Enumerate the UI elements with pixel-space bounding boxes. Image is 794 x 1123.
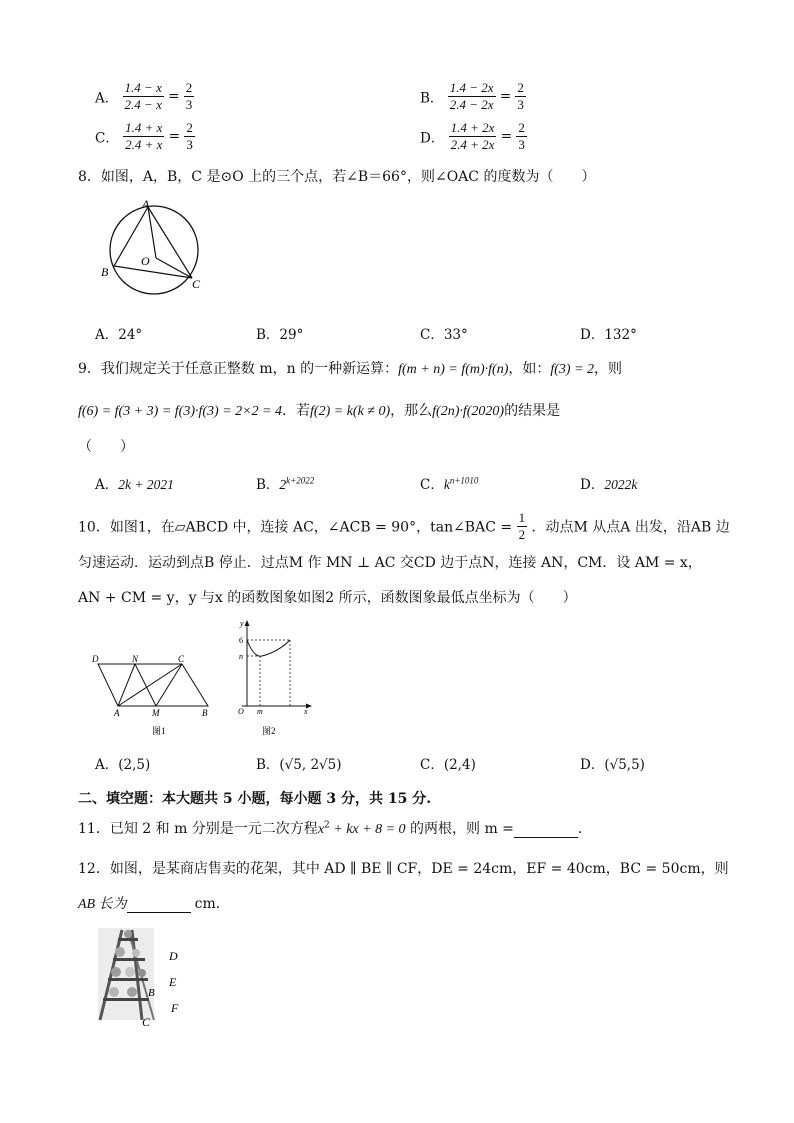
fraction: $\frac{1.4 + 2x}{2.4 + 2x}$ [450,120,495,152]
segment-mn [135,664,156,706]
label-b: B [148,987,155,999]
label-n: N [132,654,139,664]
fraction: $\frac{1.4 - 2x}{2.4 - 2x}$ [449,80,494,112]
figure-1-caption: 图1 [152,726,166,736]
label-o: O [238,707,244,716]
segment-an [118,664,135,706]
plant-8 [127,987,137,997]
q9-option-d: D．2022k [580,477,638,493]
fraction: $\frac{2}{3}$ [517,80,524,112]
q10-line-1: 10．如图1，在▱ABCD 中，连接 AC，∠ACB = 90°，tan∠BAC = $\frac{1}{2}$ ．动点M 从点A 出发，沿AB 边 [78,510,730,542]
q7-option-c: C． $\frac{1.4 + x}{2.4 + x}$ = $\frac{2}{3}$ [95,120,193,152]
plant-3 [132,949,140,957]
y-axis-arrow [245,620,250,626]
q12-line-1: 12．如图，是某商店售卖的花架，其中 AD ∥ BE ∥ CF，DE = 24cm，EF = 40cm，BC = 50cm，则 [78,861,729,877]
q8-option-d: D．132° [580,327,637,343]
fraction: $\frac{1.4 + x}{2.4 + x}$ [125,120,163,152]
shelf-3 [108,978,148,981]
shelf-4 [103,998,149,1001]
q11-line: 11．已知 2 和 m 分别是一元二次方程$x^2$ + kx + 8 = 0 的两根，则 m = ． [78,820,592,837]
q7-option-d: D． $\frac{1.4 + 2x}{2.4 + 2x}$ = $\frac{2}{3}$ [420,120,525,152]
option-label: C． [95,130,119,147]
label-o: O [141,254,150,268]
label-c: C [142,1015,151,1029]
section-2-heading: 二、填空题：本大题共 5 小题，每小题 3 分，共 15 分. [78,791,432,807]
q8-option-c: C．33° [420,327,468,343]
plant-1 [124,930,132,938]
q8-option-a: A．24° [95,327,143,343]
q10-figure-1 [90,652,215,742]
label-e: E [169,975,177,989]
q7-option-a: A． $\frac{1.4 - x}{2.4 - x}$ = $\frac{2}{3}$ [95,80,193,112]
shelf-2 [113,958,145,961]
option-label: B． [420,90,444,107]
fraction: $\frac{2}{3}$ [186,120,193,152]
q9-line-1: 9．我们规定关于任意正整数 m，n 的一种新运算：f(m + n) = f(m)·f(n)，如：f(3) = 2，则 [78,361,623,377]
plant-4 [111,967,121,977]
q12-line-2: AB 长为 cm． [78,896,230,912]
label-m: m [257,707,263,716]
q8-circle-figure [98,198,208,298]
function-curve [247,640,290,656]
figure-2-caption: 图2 [262,726,276,736]
label-a: A [114,708,120,718]
q10-figure-2 [232,618,316,742]
label-f: F [171,1001,179,1015]
label-n: n [239,652,243,661]
fraction: $\frac{2}{3}$ [518,120,525,152]
label-b: B [101,265,109,279]
q11-answer-blank[interactable] [514,823,578,838]
plant-6 [138,969,146,977]
segment-ao [148,207,156,258]
label-six: 6 [239,636,243,645]
q10-line-3: AN + CM = y，y 与x 的函数图象如图2 所示，函数图象最低点坐标为（ ） [78,590,577,606]
segment-ac [148,207,192,278]
segment-ac [118,664,182,706]
label-y: y [240,619,244,628]
option-label: A． [95,90,119,107]
q9-option-a: A．2k + 2021 [95,477,174,493]
q9-line-2: f(6) = f(3 + 3) = f(3)·f(3) = 2×2 = 4．若f(2) = k(k ≠ 0)，那么f(2n)·f(2020)的结果是 [78,403,561,419]
fraction: $\frac{1}{2}$ [518,510,526,542]
q10-line-2: 匀速运动．运动到点B 停止．过点M 作 MN ⊥ AC 交CD 边于点N，连接 AN，CM．设 AM = x， [78,555,702,571]
q8-option-b: B．29° [256,327,304,343]
plant-2 [115,947,125,957]
label-x: x [304,707,308,716]
plant-5 [125,967,135,977]
q10-option-d: D．(√5,5) [580,757,645,773]
label-c: C [178,654,185,664]
q12-flower-stand-figure [92,924,192,1034]
q10-option-b: B．(√5, 2√5) [256,757,342,773]
plant-7 [109,987,119,997]
label-b: B [202,708,208,718]
q7-option-b: B． $\frac{1.4 - 2x}{2.4 - 2x}$ = $\frac{2}{3}$ [420,80,524,112]
label-d: D [92,654,99,664]
shelf-1 [118,938,138,941]
q10-option-c: C．(2,4) [420,757,476,773]
q8-stem: 8．如图，A，B，C 是⊙O 上的三个点，若∠B＝66°，则∠OAC 的度数为（ ） [78,169,596,185]
fraction: $\frac{2}{3}$ [185,80,193,112]
q10-option-a: A．(2,5) [95,757,151,773]
label-c: C [192,277,201,291]
q9-option-c: C．$k^{n+1010}$ [420,475,479,493]
label-a: A [142,198,150,211]
segment-cm [156,664,182,706]
label-m: M [152,708,160,718]
q12-answer-blank[interactable] [127,898,191,913]
q9-option-b: B．$2^{k+2022}$ [256,475,315,493]
fraction: $\frac{1.4 - x}{2.4 - x}$ [124,80,162,112]
option-label: D． [420,130,445,147]
q9-line-3: （ ） [78,439,134,455]
label-d: D [169,949,178,963]
